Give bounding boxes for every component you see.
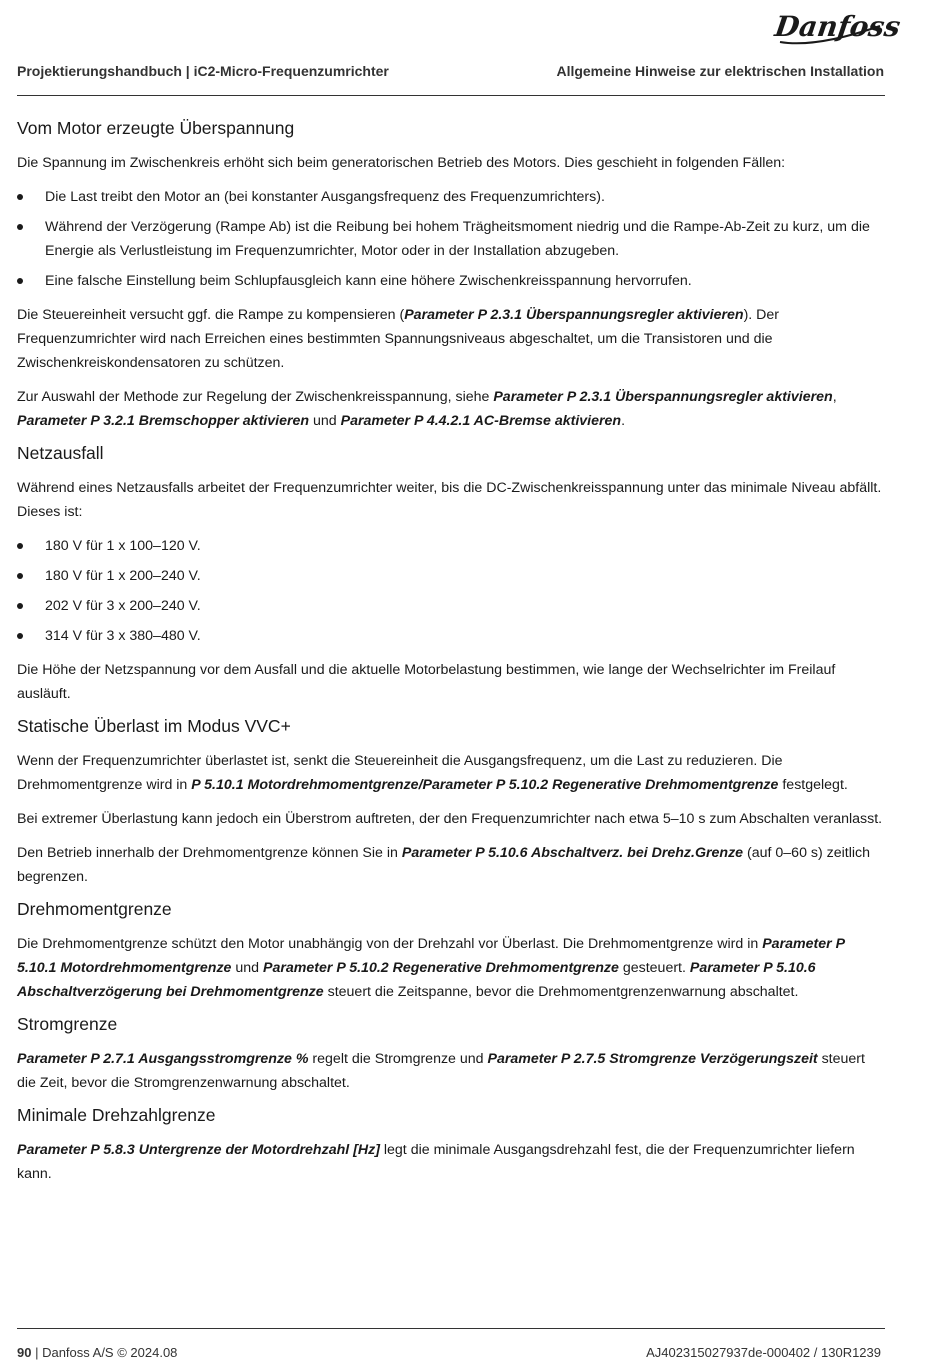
bullet-icon (17, 633, 23, 639)
section-title-mains-failure: Netzausfall (17, 443, 104, 463)
svg-text:Danfoss: Danfoss (772, 10, 903, 43)
parameter-reference: Parameter P 5.8.3 Untergrenze der Motordrehzahl [Hz] (17, 1142, 380, 1158)
list-item: 180 V für 1 x 200–240 V. (17, 564, 887, 588)
header-chapter-title: Allgemeine Hinweise zur elektrischen Installation (556, 63, 884, 79)
list-item: Die Last treibt den Motor an (bei konstanter Ausgangsfrequenz des Frequenzumrichters). (17, 185, 887, 209)
parameter-reference: Parameter P 5.10.1 Motordrehmomentgrenze (17, 936, 845, 976)
danfoss-logo (772, 6, 903, 50)
bullet-icon (17, 278, 23, 284)
header-divider (17, 95, 885, 96)
list-item: Während der Verzögerung (Rampe Ab) ist die Reibung bei hohem Trägheitsmoment niedrig und die Rampe-Ab-Zeit zu kurz, um die Energie als Verlustleistung im Frequenzumrichter, Motor oder in der Installation abzugeben. (17, 215, 887, 263)
footer-document-id: AJ402315027937de-000402 / 130R1239 (646, 1345, 881, 1360)
bullet-list (17, 534, 887, 648)
list-item: Eine falsche Einstellung beim Schlupfausgleich kann eine höhere Zwischenkreisspannung hervorrufen. (17, 269, 887, 293)
bullet-icon (17, 603, 23, 609)
paragraph: Den Betrieb innerhalb der Drehmomentgrenze können Sie in Parameter P 5.10.6 Abschaltverz. bei Drehz.Grenze (auf 0–60 s) zeitlich begrenzen. (17, 845, 871, 885)
bullet-icon (17, 573, 23, 579)
bullet-icon (17, 194, 23, 200)
section-title-torque-limit: Drehmomentgrenze (17, 899, 172, 919)
parameter-reference: Parameter P 3.2.1 Bremschopper aktivieren (17, 413, 310, 429)
paragraph: Wenn der Frequenzumrichter überlastet ist, senkt die Steuereinheit die Ausgangsfrequenz, um die Last zu reduzieren. Die Drehmomentgrenze wird in P 5.10.1 Motordrehmomentgrenze/Parameter P 5.10.2 Regenerative Drehmomentgrenze festgelegt. (17, 753, 848, 793)
page-content (17, 118, 887, 1196)
page-number: 90 (17, 1345, 32, 1360)
paragraph: Während eines Netzausfalls arbeitet der Frequenzumrichter weiter, bis die DC-Zwischenkreisspannung unter das minimale Niveau abfällt. Dieses ist: (17, 480, 882, 520)
paragraph: Zur Auswahl der Methode zur Regelung der Zwischenkreisspannung, siehe Parameter P 2.3.1 Überspannungsregler aktivieren, Parameter P 3.2.1 Bremschopper aktivieren und Parameter P 4.4.2.1 AC-Bremse aktivieren. (17, 389, 837, 429)
paragraph: Parameter P 2.7.1 Ausgangsstromgrenze % regelt die Stromgrenze und Parameter P 2.7.5 Stromgrenze Verzögerungszeit steuert die Zeit, bevor die Stromgrenzenwarnung abschaltet. (17, 1051, 865, 1091)
section-title-overvoltage: Vom Motor erzeugte Überspannung (17, 118, 295, 138)
parameter-reference: Parameter P 2.7.5 Stromgrenze Verzögerungszeit (487, 1051, 818, 1067)
parameter-reference: Parameter P 4.4.2.1 AC-Bremse aktivieren (340, 413, 622, 429)
parameter-reference: Parameter P 5.10.6 Abschaltverz. bei Drehz.Grenze (401, 845, 744, 861)
paragraph: Die Steuereinheit versucht ggf. die Rampe zu kompensieren (Parameter P 2.3.1 Überspannungsregler aktivieren). Der Frequenzumrichter wird nach Erreichen eines bestimmten Spannungsniveaus abgeschaltet, um die Transistoren und die Zwischenkreiskondensatoren zu schützen. (17, 307, 780, 371)
bullet-icon (17, 543, 23, 549)
parameter-reference: Parameter P 2.3.1 Überspannungsregler aktivieren (493, 389, 833, 405)
parameter-reference: Parameter P 2.7.1 Ausgangsstromgrenze % (17, 1051, 309, 1067)
paragraph: Bei extremer Überlastung kann jedoch ein Überstrom auftreten, der den Frequenzumrichter nach etwa 5–10 s zum Abschalten veranlasst. (17, 811, 883, 827)
section-title-static-overload: Statische Überlast im Modus VVC+ (17, 716, 291, 736)
list-item: 180 V für 1 x 100–120 V. (17, 534, 887, 558)
bullet-list (17, 185, 887, 293)
list-item: 202 V für 3 x 200–240 V. (17, 594, 887, 618)
parameter-reference: Parameter P 2.3.1 Überspannungsregler aktivieren (404, 307, 744, 323)
section-title-min-speed: Minimale Drehzahlgrenze (17, 1105, 216, 1125)
paragraph: Die Höhe der Netzspannung vor dem Ausfall und die aktuelle Motorbelastung bestimmen, wie lange der Wechselrichter im Freilauf ausläuft. (17, 662, 836, 702)
paragraph: Parameter P 5.8.3 Untergrenze der Motordrehzahl [Hz] legt die minimale Ausgangsdrehzahl fest, die der Frequenzumrichter liefern kann. (17, 1142, 855, 1182)
section-title-current-limit: Stromgrenze (17, 1014, 118, 1034)
paragraph: Die Spannung im Zwischenkreis erhöht sich beim generatorischen Betrieb des Motors. Dies geschieht in folgenden Fällen: (17, 155, 786, 171)
parameter-reference: Parameter P 5.10.2 Regenerative Drehmomentgrenze (263, 960, 619, 976)
bullet-icon (17, 224, 23, 230)
parameter-reference: Parameter P 5.10.6 Abschaltverzögerung bei Drehmomentgrenze (17, 960, 816, 1000)
parameter-reference: P 5.10.1 Motordrehmomentgrenze/Parameter P 5.10.2 Regenerative Drehmomentgrenze (191, 777, 779, 793)
header-document-title: Projektierungshandbuch | iC2-Micro-Frequenzumrichter (17, 63, 389, 79)
list-item: 314 V für 3 x 380–480 V. (17, 624, 887, 648)
footer-divider (17, 1328, 885, 1329)
paragraph: Die Drehmomentgrenze schützt den Motor unabhängig von der Drehzahl vor Überlast. Die Drehmomentgrenze wird in Parameter P 5.10.1 Motordrehmomentgrenze und Parameter P 5.10.2 Regenerative Drehmomentgrenze gesteuert. Parameter P 5.10.6 Abschaltverzögerung bei Drehmomentgrenze steuert die Zeitspanne, bevor die Drehmomentgrenzenwarnung abschaltet. (17, 936, 845, 1000)
footer-page-info: 90 | Danfoss A/S © 2024.08 (17, 1345, 178, 1360)
